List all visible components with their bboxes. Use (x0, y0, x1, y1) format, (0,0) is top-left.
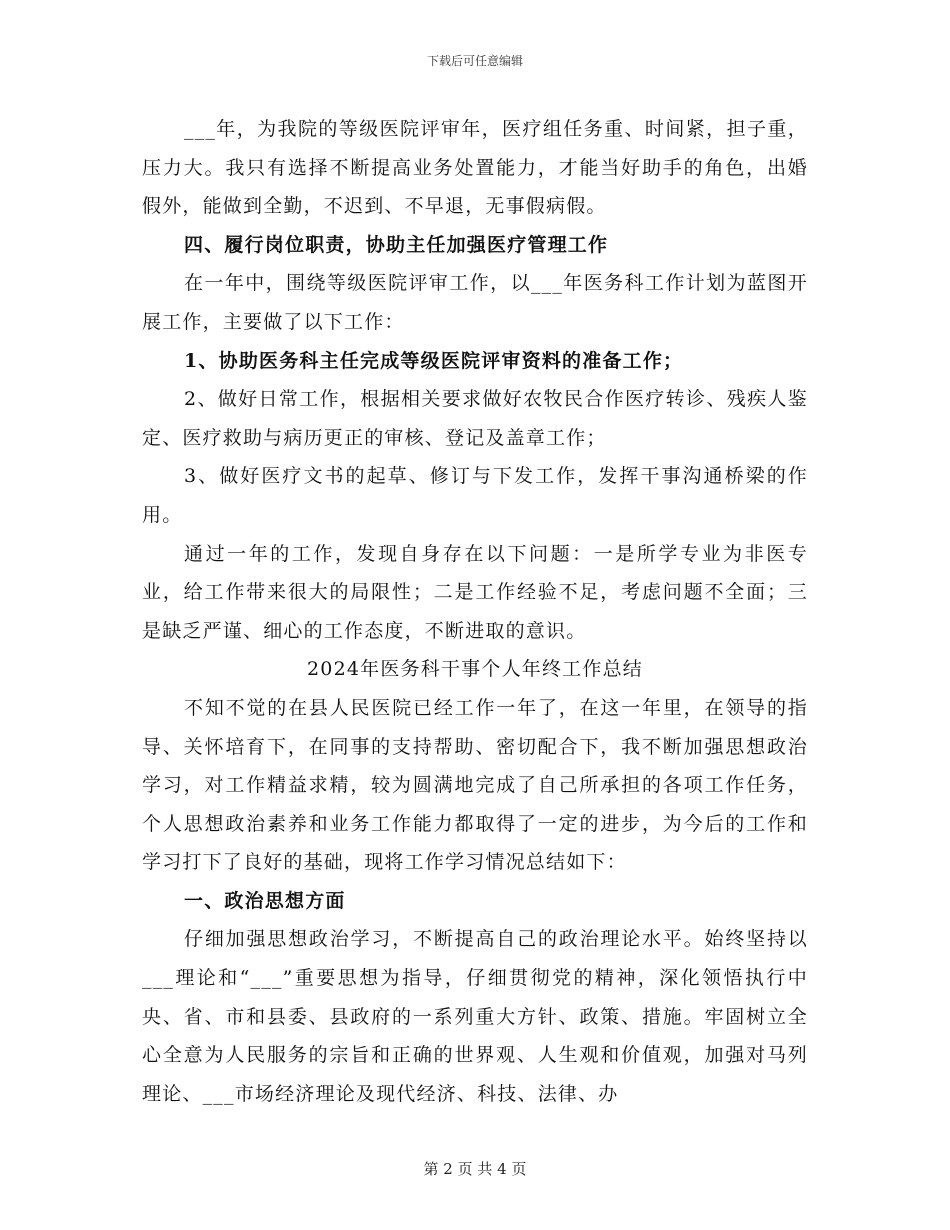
section-heading-duties: 四、履行岗位职责，协助主任加强医疗管理工作 (184, 233, 609, 256)
page-header: 下载后可任意编辑 (426, 54, 523, 68)
document-title: 2024年医务科干事个人年终工作总结 (307, 658, 643, 681)
list-item-documents: 3、做好医疗文书的起草、修订与下发工作，发挥干事沟通桥梁的作用。 (142, 465, 808, 526)
section-heading-politics: 一、政治思想方面 (184, 889, 346, 912)
paragraph-political-study: 仔细加强思想政治学习，不断提高自己的政治理论水平。始终坚持以___理论和“___”重要思想为指导，仔细贯彻党的精神，深化领悟执行中央、省、市和县委、县政府的一系列重大方针、政策、措施。牢固树立全心全意为人民服务的宗旨和正确的世界观、人生观和价值观，加强对马列理论、___市场经济理论及现代经济、科技、法律、办 (142, 928, 808, 1105)
list-item-daily-work: 2、做好日常工作，根据相关要求做好农牧民合作医疗转诊、残疾人鉴定、医疗救助与病历更正的审核、登记及盖章工作； (142, 388, 808, 449)
paragraph-year-plan: 在一年中，围绕等级医院评审工作，以___年医务科工作计划为蓝图开展工作，主要做了以下工作： (142, 272, 808, 333)
paragraph-introduction: 不知不觉的在县人民医院已经工作一年了，在这一年里，在领导的指导、关怀培育下，在同事的支持帮助、密切配合下，我不断加强思想政治学习，对工作精益求精，较为圆满地完成了自己所承担的各项工作任务，个人思想政治素养和业务工作能力都取得了一定的进步，为今后的工作和学习打下了良好的基础，现将工作学习情况总结如下： (142, 696, 808, 874)
document-body (142, 110, 808, 1113)
paragraph-problems: 通过一年的工作，发现自身存在以下问题：一是所学专业为非医专业，给工作带来很大的局限性；二是工作经验不足，考虑问题不全面；三是缺乏严谨、细心的工作态度，不断进取的意识。 (142, 542, 808, 642)
item-heading-review-materials: 1、协助医务科主任完成等级医院评审资料的准备工作； (184, 349, 684, 372)
page-number: 第 2 页 共 4 页 (423, 1160, 527, 1178)
paragraph-workload: ___年，为我院的等级医院评审年，医疗组任务重、时间紧，担子重，压力大。我只有选择不断提高业务处置能力，才能当好助手的角色，出婚假外，能做到全勤，不迟到、不早退，无事假病假。 (142, 118, 808, 218)
